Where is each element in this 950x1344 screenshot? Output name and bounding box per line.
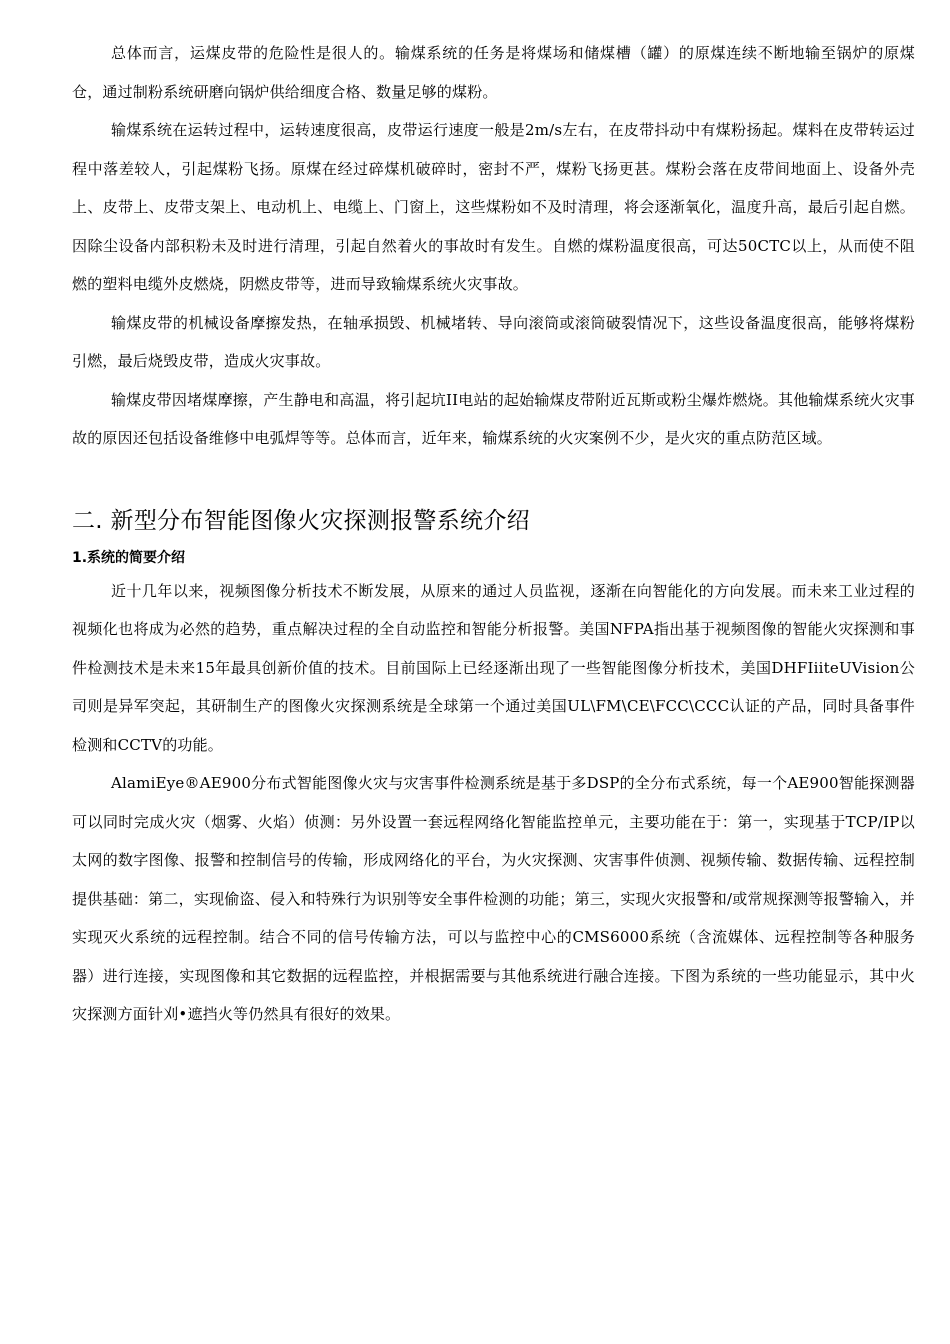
paragraph-mechanical-friction: 输煤皮带的机械设备摩擦发热，在轴承损毁、机械堵转、导向滚筒或滚筒破裂情况下，这些设备温度很高，能够将煤粉引燃，最后烧毁皮带，造成火灾事故。: [72, 313, 915, 370]
paragraph-belt-danger: 总体而言，运煤皮带的危险性是很人的。输煤系统的任务是将煤场和储煤槽（罐）的原煤连续不断地输至锅炉的原煤仓，通过制粉系统研磨向锅炉供给细度合格、数量足够的煤粉。: [72, 44, 915, 101]
paragraph-ae900-system: AlamiEye®AE900分布式智能图像火灾与灾害事件检测系统是基于多DSP的全分布式系统，每一个AE900智能探测器可以同时完成火灾（烟雾、火焰）侦测：另外设置一套远程网络化智能监控单元，主要功能在于：第一，实现基于TCP/IP以太网的数字图像、报警和控制信号的传输，形成网络化的平台，为火灾探测、灾害事件侦测、视频传输、数据传输、远程控制提供基础：第二，实现偷盗、侵入和特殊行为识别等安全事件检测的功能；第三，实现火灾报警和/或常规探测等报警输入，并实现灭火系统的远程控制。结合不同的信号传输方法，可以与监控中心的CMS6000系统（含流媒体、远程控制等各种服务器）进行连接，实现图像和其它数据的远程监控，并根据需要与其他系统进行融合连接。下图为系统的一些功能显示，其中火灾探测方面针刈•遮挡火等仍然具有很好的效果。: [72, 774, 915, 1023]
paragraph-static-electricity: 输煤皮带因堵煤摩擦，产生静电和高温，将引起坑II电站的起始输煤皮带附近瓦斯或粉尘爆炸燃烧。其他输煤系统火灾事故的原因还包括设备维修中电弧焊等等。总体而言，近年来，输煤系统的火灾案例不少，是火灾的重点防范区域。: [72, 390, 915, 447]
paragraph-video-analysis: 近十几年以来，视频图像分析技术不断发展，从原来的通过人员监视，逐渐在向智能化的方向发展。而未来工业过程的视频化也将成为必然的趋势，重点解决过程的全自动监控和智能分析报警。美国NFPA指出基于视频图像的智能火灾探测和事件检测技术是未来15年最具创新价值的技术。目前国际上已经逐渐出现了一些智能图像分析技术，美国DHFIiiteUVision公司则是异军突起，其研制生产的图像火灾探测系统是全球第一个通过美国UL\FM\CE\FCC\CCC认证的产品，同时具备事件检测和CCTV的功能。: [72, 581, 915, 754]
paragraph-coal-dust: 输煤系统在运转过程中，运转速度很高，皮带运行速度一般是2m/s左右，在皮带抖动中有煤粉扬起。煤料在皮带转运过程中落差较人，引起煤粉飞扬。原煤在经过碎煤机破碎时，密封不严，煤粉飞扬更甚。煤粉会落在皮带间地面上、设备外壳上、皮带上、皮带支架上、电动机上、电缆上、门窗上，这些煤粉如不及时清理，将会逐渐氧化，温度升高，最后引起自燃。因除尘设备内部积粉未及时进行清理，引起自然着火的事故时有发生。自燃的煤粉温度很高，可达50CTC以上，从而使不阻燃的塑料电缆外皮燃烧，阴燃皮带等，进而导致输煤系统火灾事故。: [72, 121, 915, 293]
section-title: 二. 新型分布智能图像火灾探测报警系统介绍: [72, 507, 530, 534]
document-page: [72, 34, 915, 1034]
subsection-title: 1.系统的简要介绍: [72, 549, 186, 566]
